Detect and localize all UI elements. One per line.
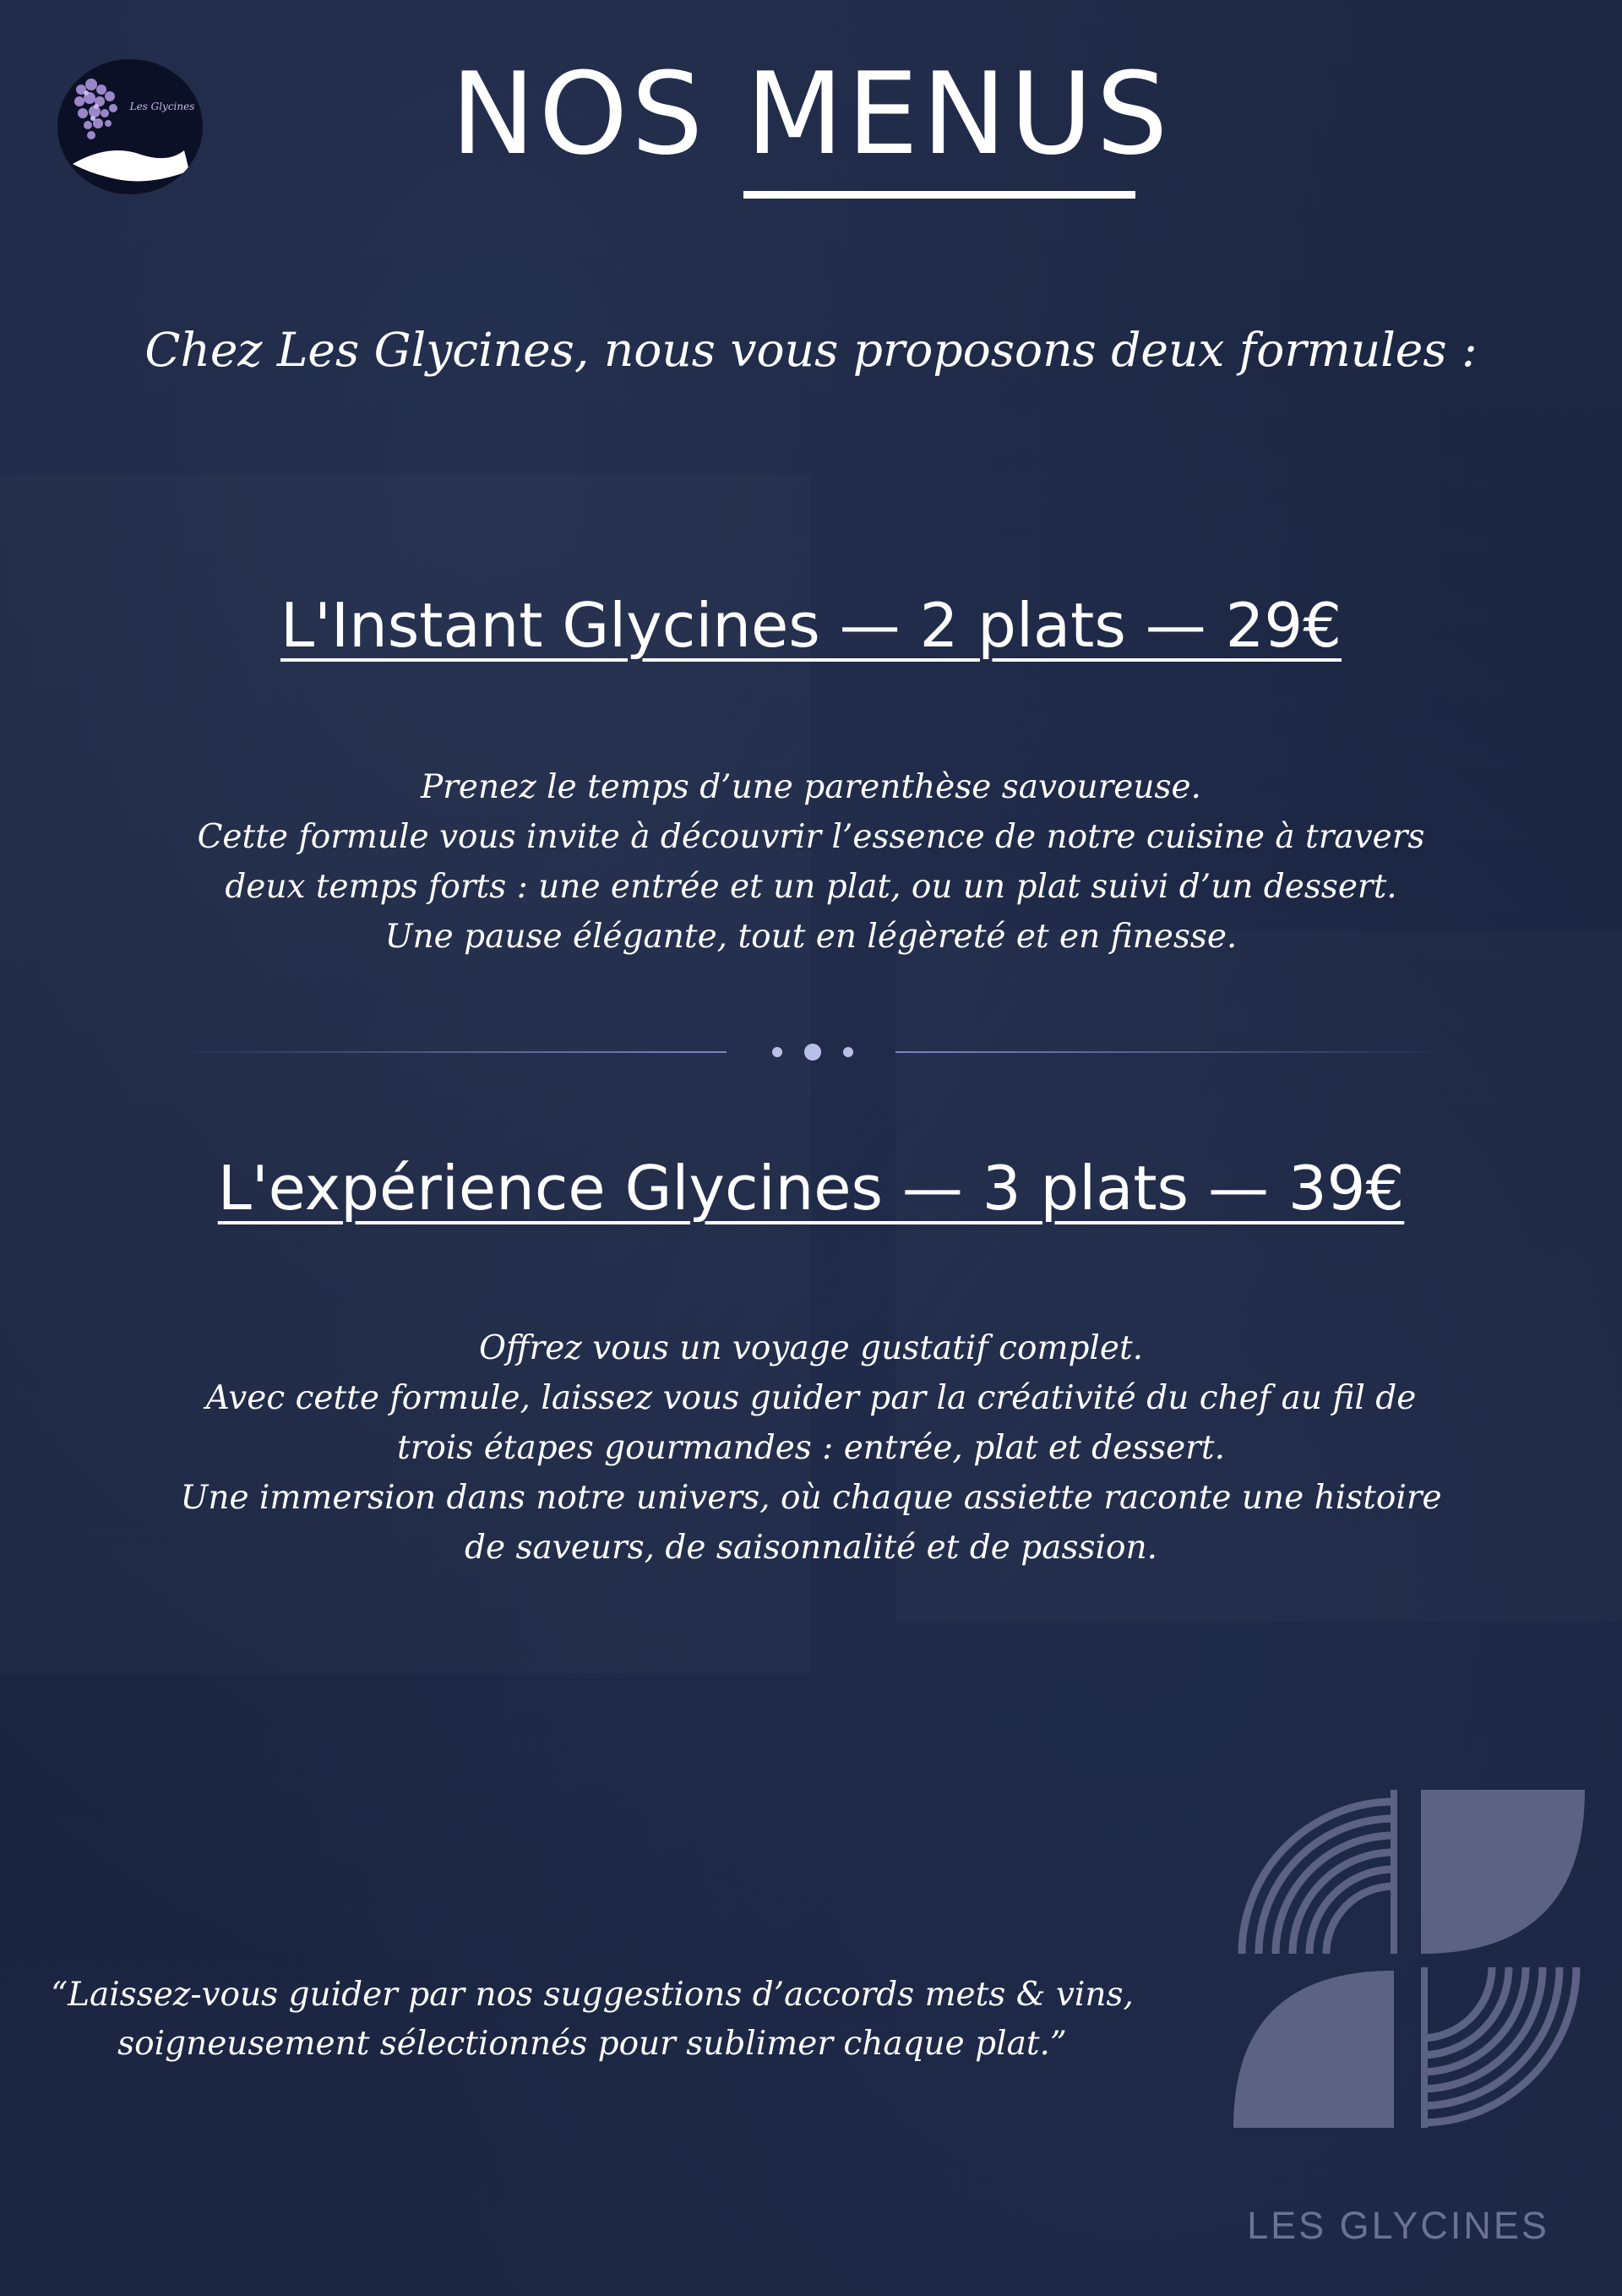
brand-mark-icon [1233, 1790, 1585, 2131]
description-line: Une immersion dans notre univers, où chaque assiette raconte une histoire [180, 1479, 1442, 1517]
intro-text: Chez Les Glycines, nous vous proposons deux formules : [144, 323, 1478, 377]
formula-title-experience: L'expérience Glycines — 3 plats — 39€ [217, 1153, 1405, 1224]
ornamental-divider [169, 1039, 1453, 1065]
logo-text: Les Glycines [129, 101, 195, 112]
description-line: de saveurs, de saisonnalité et de passion. [465, 1529, 1157, 1567]
pairing-quote [30, 1971, 1154, 2069]
formula-description-experience [0, 1323, 1622, 1573]
description-line: Prenez le temps d’une parenthèse savoureuse. [421, 768, 1201, 806]
quote-line: “Laissez-vous guider par nos suggestions d’accords mets & vins, [51, 1976, 1134, 2014]
quote-line: soigneusement sélectionnés pour sublimer chaque plat.” [117, 2025, 1067, 2063]
title-underline [743, 191, 1135, 199]
brand-name: LES GLYCINES [1247, 2204, 1549, 2247]
page-title: NOS MENUS [450, 48, 1172, 180]
formula-description-instant [0, 762, 1622, 962]
description-line: Une pause élégante, tout en légèreté et en finesse. [384, 918, 1238, 956]
formula-title-instant: L'Instant Glycines — 2 plats — 29€ [280, 590, 1342, 661]
description-line: Avec cette formule, laissez vous guider par la créativité du chef au fil de [205, 1379, 1417, 1417]
description-line: deux temps forts : une entrée et un plat, ou un plat suivi d’un dessert. [225, 868, 1397, 906]
description-line: Offrez vous un voyage gustatif complet. [478, 1329, 1144, 1367]
description-line: trois étapes gourmandes : entrée, plat et dessert. [397, 1429, 1225, 1467]
description-line: Cette formule vous invite à découvrir l’essence de notre cuisine à travers [197, 818, 1425, 856]
